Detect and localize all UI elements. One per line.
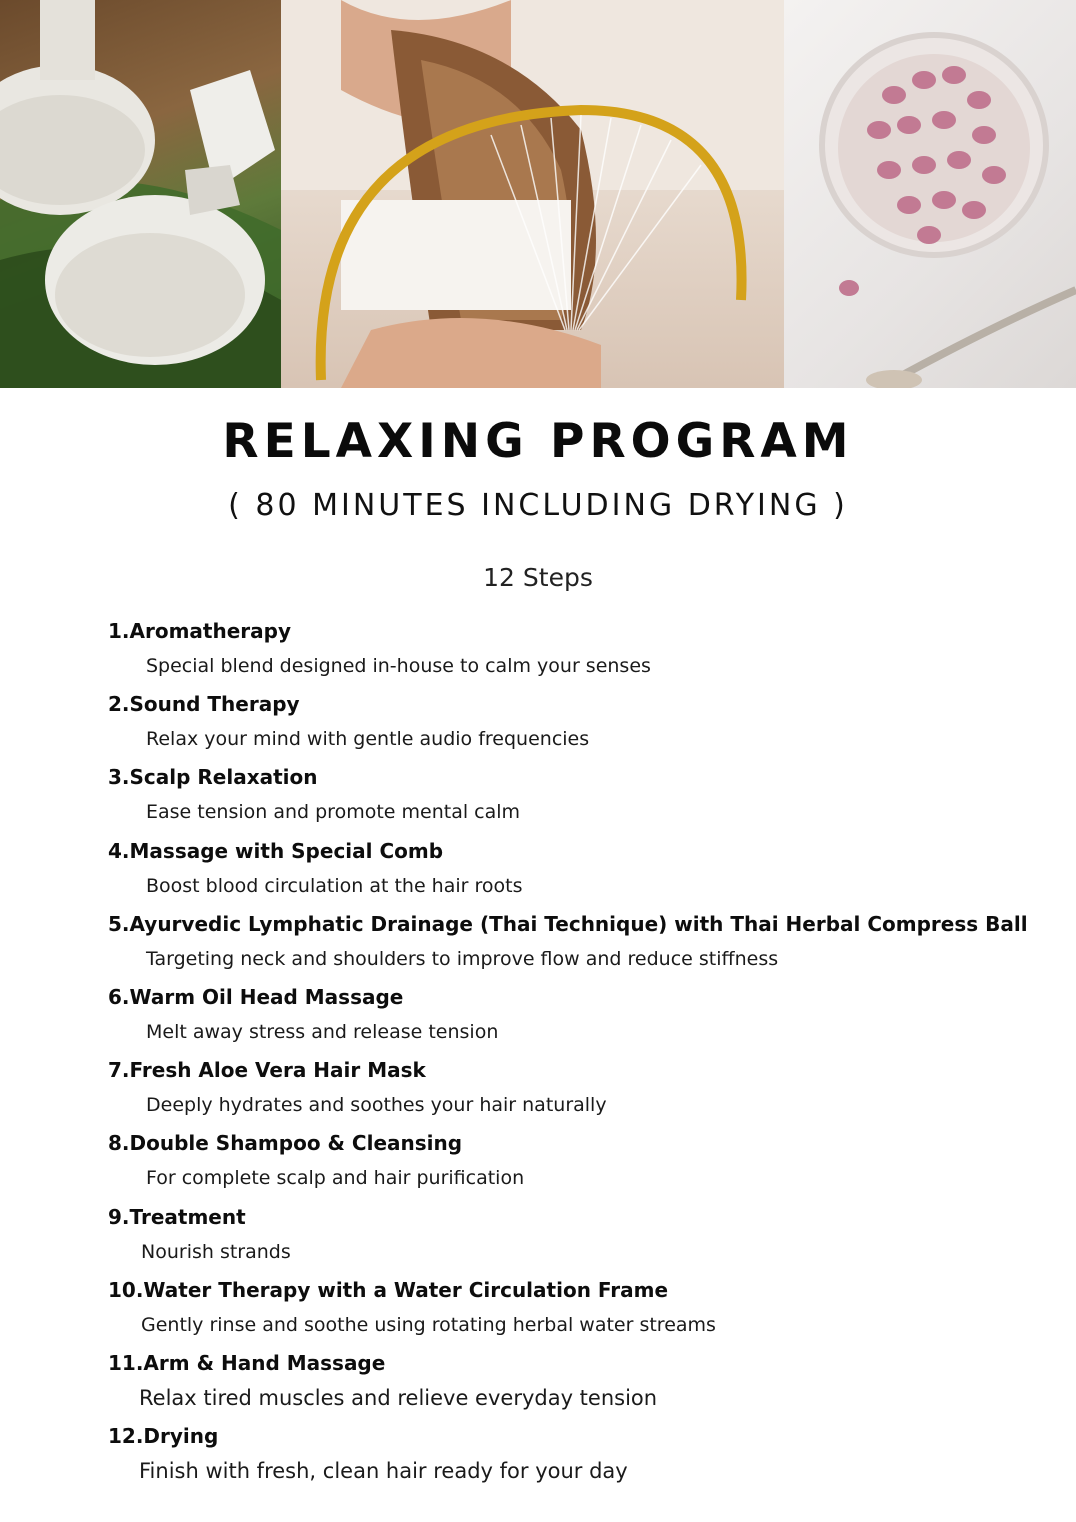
list-item — [108, 616, 1048, 689]
step-title: 6.Warm Oil Head Massage — [108, 984, 404, 1009]
page-subtitle: ( 80 MINUTES INCLUDING DRYING ) — [228, 488, 848, 523]
step-title: 10.Water Therapy with a Water Circulation Frame — [108, 1277, 669, 1302]
steps-count: 12 Steps — [483, 563, 593, 592]
list-item — [108, 1348, 1048, 1421]
list-item — [108, 982, 1048, 1055]
list-item — [108, 1128, 1048, 1201]
step-description: Ease tension and promote mental calm — [146, 801, 521, 824]
step-description: Special blend designed in-house to calm your senses — [146, 655, 651, 677]
step-description: Finish with fresh, clean hair ready for your day — [139, 1459, 628, 1484]
page-title: RELAXING PROGRAM — [222, 414, 854, 469]
rose-buds-photo — [784, 0, 1076, 388]
list-item — [108, 762, 1048, 835]
step-title: 4.Massage with Special Comb — [108, 838, 444, 863]
herbal-compress-balls-photo — [0, 0, 281, 388]
step-title: 9.Treatment — [108, 1204, 246, 1229]
list-item — [108, 1421, 1048, 1494]
step-description: Deeply hydrates and soothes your hair naturally — [146, 1094, 607, 1117]
step-title: 7.Fresh Aloe Vera Hair Mask — [108, 1058, 426, 1083]
list-item — [108, 1055, 1048, 1128]
step-description: Targeting neck and shoulders to improve flow and reduce stiffness — [146, 947, 779, 970]
step-description: For complete scalp and hair purification — [146, 1167, 525, 1190]
step-description: Nourish strands — [141, 1240, 291, 1263]
step-description: Boost blood circulation at the hair roots — [146, 874, 523, 897]
step-title: 5.Ayurvedic Lymphatic Drainage (Thai Technique) with Thai Herbal Compress Ball — [108, 911, 1028, 936]
step-description: Gently rinse and soothe using rotating herbal water streams — [141, 1313, 716, 1336]
step-title: 3.Scalp Relaxation — [108, 765, 318, 790]
step-title: 11.Arm & Hand Massage — [108, 1350, 386, 1375]
list-item — [108, 909, 1048, 982]
steps-list — [108, 616, 1048, 1494]
list-item — [108, 1275, 1048, 1348]
step-description: Relax your mind with gentle audio frequencies — [146, 728, 590, 751]
list-item — [108, 836, 1048, 909]
photo-strip — [0, 0, 1076, 388]
water-therapy-photo — [281, 0, 784, 388]
list-item — [108, 689, 1048, 762]
step-description: Melt away stress and release tension — [146, 1020, 499, 1043]
step-title: 2.Sound Therapy — [108, 692, 300, 717]
list-item — [108, 1202, 1048, 1275]
step-description: Relax tired muscles and relieve everyday tension — [139, 1385, 658, 1410]
step-title: 1.Aromatherapy — [108, 619, 292, 643]
step-title: 12.Drying — [108, 1424, 219, 1449]
step-title: 8.Double Shampoo & Cleansing — [108, 1131, 463, 1156]
